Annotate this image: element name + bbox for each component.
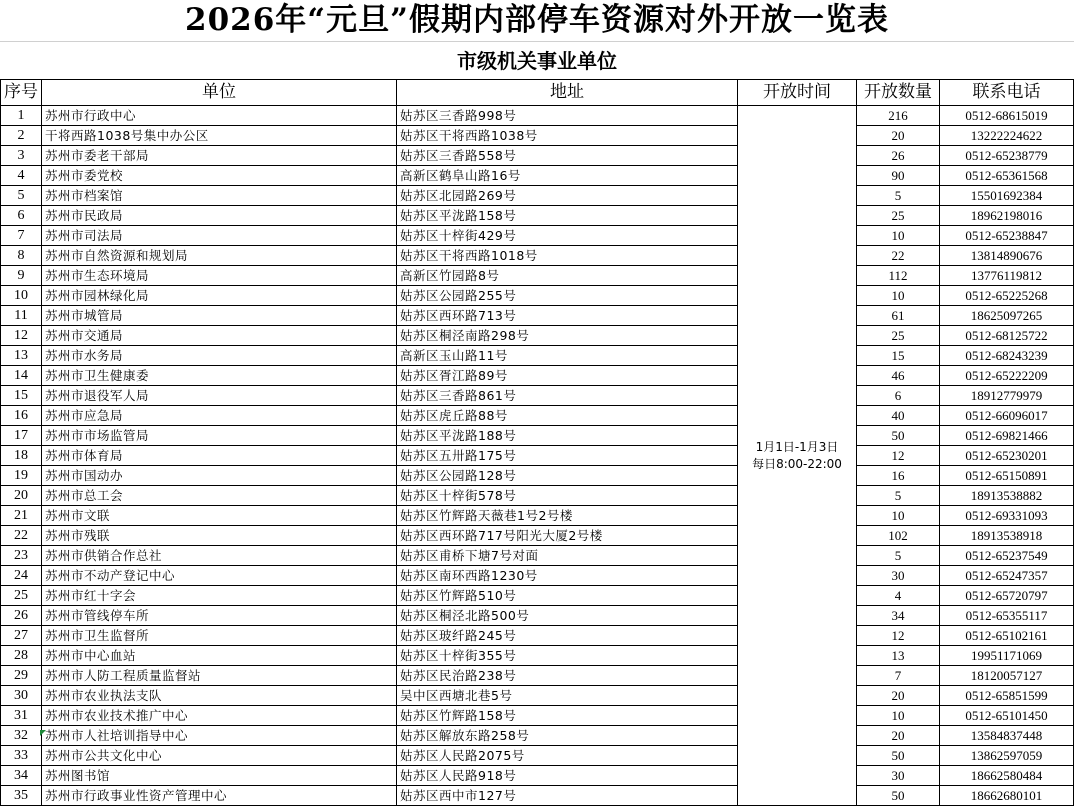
row-number: 26 <box>1 606 42 626</box>
row-unit: 苏州市中心血站 <box>42 646 397 666</box>
table-row <box>1 106 1074 126</box>
row-address: 姑苏区竹辉路510号 <box>397 586 738 606</box>
row-phone: 18625097265 <box>940 306 1074 326</box>
row-number: 22 <box>1 526 42 546</box>
row-quantity: 16 <box>857 466 940 486</box>
row-quantity: 102 <box>857 526 940 546</box>
row-unit: 苏州市城管局 <box>42 306 397 326</box>
row-unit: 苏州市卫生监督所 <box>42 626 397 646</box>
row-phone: 0512-65247357 <box>940 566 1074 586</box>
row-quantity: 25 <box>857 326 940 346</box>
row-unit: 苏州市行政中心 <box>42 106 397 126</box>
row-number: 6 <box>1 206 42 226</box>
row-number: 13 <box>1 346 42 366</box>
row-quantity: 15 <box>857 346 940 366</box>
row-quantity: 20 <box>857 126 940 146</box>
row-number: 14 <box>1 366 42 386</box>
row-quantity: 20 <box>857 686 940 706</box>
row-phone: 18913538918 <box>940 526 1074 546</box>
row-quantity: 40 <box>857 406 940 426</box>
row-address: 姑苏区玻纤路245号 <box>397 626 738 646</box>
row-quantity: 12 <box>857 626 940 646</box>
table-body <box>1 106 1074 806</box>
table-row <box>1 266 1074 286</box>
row-unit: 苏州市交通局 <box>42 326 397 346</box>
row-number: 24 <box>1 566 42 586</box>
row-phone: 0512-65720797 <box>940 586 1074 606</box>
table-row <box>1 786 1074 806</box>
row-address: 高新区鹤阜山路16号 <box>397 166 738 186</box>
table-row <box>1 146 1074 166</box>
row-unit: 苏州市总工会 <box>42 486 397 506</box>
row-unit: 干将西路1038号集中办公区 <box>42 126 397 146</box>
row-unit: 苏州市委党校 <box>42 166 397 186</box>
row-phone: 18913538882 <box>940 486 1074 506</box>
row-address: 姑苏区人民路918号 <box>397 766 738 786</box>
row-number: 25 <box>1 586 42 606</box>
row-address: 姑苏区十梓街429号 <box>397 226 738 246</box>
row-phone: 0512-69821466 <box>940 426 1074 446</box>
row-address: 高新区竹园路8号 <box>397 266 738 286</box>
table-row <box>1 766 1074 786</box>
table-row <box>1 186 1074 206</box>
row-quantity: 26 <box>857 146 940 166</box>
row-quantity: 10 <box>857 226 940 246</box>
row-number: 3 <box>1 146 42 166</box>
row-unit: 苏州市行政事业性资产管理中心 <box>42 786 397 806</box>
row-phone: 0512-65230201 <box>940 446 1074 466</box>
row-unit: 苏州市不动产登记中心 <box>42 566 397 586</box>
row-unit: 苏州市体育局 <box>42 446 397 466</box>
table-row <box>1 246 1074 266</box>
row-phone: 0512-65150891 <box>940 466 1074 486</box>
row-number: 15 <box>1 386 42 406</box>
table-row <box>1 206 1074 226</box>
row-unit: 苏州市司法局 <box>42 226 397 246</box>
row-address: 姑苏区解放东路258号 <box>397 726 738 746</box>
row-quantity: 34 <box>857 606 940 626</box>
row-quantity: 216 <box>857 106 940 126</box>
row-number: 33 <box>1 746 42 766</box>
row-number: 4 <box>1 166 42 186</box>
row-phone: 0512-65102161 <box>940 626 1074 646</box>
row-address: 姑苏区干将西路1018号 <box>397 246 738 266</box>
row-unit: 苏州市园林绿化局 <box>42 286 397 306</box>
row-number: 1 <box>1 106 42 126</box>
row-phone: 13776119812 <box>940 266 1074 286</box>
table-header-row <box>1 80 1074 106</box>
row-number: 29 <box>1 666 42 686</box>
row-phone: 15501692384 <box>940 186 1074 206</box>
row-phone: 19951171069 <box>940 646 1074 666</box>
row-unit: 苏州市自然资源和规划局 <box>42 246 397 266</box>
row-address: 高新区玉山路11号 <box>397 346 738 366</box>
row-phone: 0512-65101450 <box>940 706 1074 726</box>
row-quantity: 22 <box>857 246 940 266</box>
row-unit: 苏州市残联 <box>42 526 397 546</box>
table-row <box>1 346 1074 366</box>
row-unit: 苏州市国动办 <box>42 466 397 486</box>
row-address: 姑苏区竹辉路天薇巷1号2号楼 <box>397 506 738 526</box>
row-unit: 苏州市水务局 <box>42 346 397 366</box>
row-address: 吴中区西塘北巷5号 <box>397 686 738 706</box>
row-unit: 苏州市卫生健康委 <box>42 366 397 386</box>
row-phone: 0512-65237549 <box>940 546 1074 566</box>
row-quantity: 10 <box>857 286 940 306</box>
row-quantity: 5 <box>857 546 940 566</box>
table-row <box>1 526 1074 546</box>
table-row <box>1 406 1074 426</box>
row-phone: 0512-68125722 <box>940 326 1074 346</box>
row-phone: 13222224622 <box>940 126 1074 146</box>
table-row <box>1 386 1074 406</box>
row-quantity: 112 <box>857 266 940 286</box>
row-phone: 0512-68243239 <box>940 346 1074 366</box>
table-row <box>1 586 1074 606</box>
table-row <box>1 126 1074 146</box>
row-unit: 苏州市退役军人局 <box>42 386 397 406</box>
table-row <box>1 626 1074 646</box>
row-address: 姑苏区平泷路158号 <box>397 206 738 226</box>
row-phone: 0512-65851599 <box>940 686 1074 706</box>
row-phone: 18662580484 <box>940 766 1074 786</box>
table-row <box>1 366 1074 386</box>
open-time-cell <box>738 106 857 806</box>
row-number: 16 <box>1 406 42 426</box>
row-number: 23 <box>1 546 42 566</box>
cell-comment-marker <box>40 730 46 736</box>
row-quantity: 13 <box>857 646 940 666</box>
row-unit: 苏州市供销合作总社 <box>42 546 397 566</box>
row-number: 35 <box>1 786 42 806</box>
row-phone: 13814890676 <box>940 246 1074 266</box>
row-phone: 13862597059 <box>940 746 1074 766</box>
row-unit: 苏州市委老干部局 <box>42 146 397 166</box>
row-number: 9 <box>1 266 42 286</box>
table-row <box>1 466 1074 486</box>
row-address: 姑苏区平泷路188号 <box>397 426 738 446</box>
row-unit: 苏州市红十字会 <box>42 586 397 606</box>
row-address: 姑苏区干将西路1038号 <box>397 126 738 146</box>
row-address: 姑苏区桐泾南路298号 <box>397 326 738 346</box>
row-unit: 苏州市农业技术推广中心 <box>42 706 397 726</box>
row-address: 姑苏区竹辉路158号 <box>397 706 738 726</box>
row-address: 姑苏区西中市127号 <box>397 786 738 806</box>
row-address: 姑苏区南环西路1230号 <box>397 566 738 586</box>
row-address: 姑苏区十梓街355号 <box>397 646 738 666</box>
row-unit: 苏州市公共文化中心 <box>42 746 397 766</box>
row-number: 8 <box>1 246 42 266</box>
row-quantity: 6 <box>857 386 940 406</box>
row-address: 姑苏区虎丘路88号 <box>397 406 738 426</box>
row-address: 姑苏区三香路861号 <box>397 386 738 406</box>
row-phone: 18662680101 <box>940 786 1074 806</box>
row-number: 2 <box>1 126 42 146</box>
open-time-dates: 1月1日-1月3日 <box>755 439 839 454</box>
row-address: 姑苏区公园路128号 <box>397 466 738 486</box>
table-row <box>1 666 1074 686</box>
row-phone: 13584837448 <box>940 726 1074 746</box>
row-unit: 苏州市人防工程质量监督站 <box>42 666 397 686</box>
row-unit: 苏州市档案馆 <box>42 186 397 206</box>
row-quantity: 20 <box>857 726 940 746</box>
row-number: 10 <box>1 286 42 306</box>
row-number: 28 <box>1 646 42 666</box>
row-address: 姑苏区十梓街578号 <box>397 486 738 506</box>
row-unit: 苏州市应急局 <box>42 406 397 426</box>
row-address: 姑苏区胥江路89号 <box>397 366 738 386</box>
row-quantity: 12 <box>857 446 940 466</box>
row-number: 27 <box>1 626 42 646</box>
row-phone: 0512-65225268 <box>940 286 1074 306</box>
row-number: 19 <box>1 466 42 486</box>
row-address: 姑苏区西环路717号阳光大厦2号楼 <box>397 526 738 546</box>
table-row <box>1 506 1074 526</box>
row-phone: 0512-65222209 <box>940 366 1074 386</box>
table-row <box>1 486 1074 506</box>
row-address: 姑苏区民治路238号 <box>397 666 738 686</box>
table-row <box>1 286 1074 306</box>
row-number: 18 <box>1 446 42 466</box>
table-row <box>1 166 1074 186</box>
row-quantity: 46 <box>857 366 940 386</box>
row-phone: 0512-69331093 <box>940 506 1074 526</box>
row-number: 17 <box>1 426 42 446</box>
row-phone: 0512-65355117 <box>940 606 1074 626</box>
row-quantity: 50 <box>857 746 940 766</box>
row-unit: 苏州市管线停车所 <box>42 606 397 626</box>
table-row <box>1 426 1074 446</box>
table-row <box>1 706 1074 726</box>
row-address: 姑苏区三香路558号 <box>397 146 738 166</box>
row-address: 姑苏区公园路255号 <box>397 286 738 306</box>
row-address: 姑苏区五卅路175号 <box>397 446 738 466</box>
table-row <box>1 746 1074 766</box>
row-number: 11 <box>1 306 42 326</box>
table-row <box>1 686 1074 706</box>
row-quantity: 5 <box>857 486 940 506</box>
row-phone: 18120057127 <box>940 666 1074 686</box>
row-phone: 0512-66096017 <box>940 406 1074 426</box>
row-quantity: 25 <box>857 206 940 226</box>
table-row <box>1 566 1074 586</box>
row-address: 姑苏区人民路2075号 <box>397 746 738 766</box>
row-address: 姑苏区西环路713号 <box>397 306 738 326</box>
row-phone: 18962198016 <box>940 206 1074 226</box>
row-quantity: 30 <box>857 766 940 786</box>
row-number: 20 <box>1 486 42 506</box>
row-phone: 0512-65361568 <box>940 166 1074 186</box>
row-number: 34 <box>1 766 42 786</box>
header-time: 开放时间 <box>738 80 857 106</box>
row-unit: 苏州市文联 <box>42 506 397 526</box>
row-quantity: 7 <box>857 666 940 686</box>
row-quantity: 5 <box>857 186 940 206</box>
row-phone: 0512-65238779 <box>940 146 1074 166</box>
row-number: 7 <box>1 226 42 246</box>
row-unit: 苏州市生态环境局 <box>42 266 397 286</box>
row-unit: 苏州市人社培训指导中心 <box>42 726 397 746</box>
row-quantity: 61 <box>857 306 940 326</box>
parking-table <box>0 79 1074 806</box>
row-quantity: 30 <box>857 566 940 586</box>
table-row <box>1 326 1074 346</box>
row-number: 21 <box>1 506 42 526</box>
row-address: 姑苏区三香路998号 <box>397 106 738 126</box>
row-quantity: 90 <box>857 166 940 186</box>
row-unit: 苏州图书馆 <box>42 766 397 786</box>
row-quantity: 4 <box>857 586 940 606</box>
row-number: 32 <box>1 726 42 746</box>
section-subtitle: 市级机关事业单位 <box>0 41 1074 80</box>
row-number: 30 <box>1 686 42 706</box>
row-number: 5 <box>1 186 42 206</box>
table-row <box>1 226 1074 246</box>
row-number: 31 <box>1 706 42 726</box>
table-row <box>1 726 1074 746</box>
row-quantity: 50 <box>857 426 940 446</box>
header-qty: 开放数量 <box>857 80 940 106</box>
table-row <box>1 546 1074 566</box>
page-title: 2026年“元旦”假期内部停车资源对外开放一览表 <box>185 2 889 38</box>
header-unit: 单位 <box>42 80 397 106</box>
row-unit: 苏州市农业执法支队 <box>42 686 397 706</box>
row-phone: 0512-68615019 <box>940 106 1074 126</box>
row-address: 姑苏区甫桥下塘7号对面 <box>397 546 738 566</box>
open-time-hours: 每日8:00-22:00 <box>752 456 842 471</box>
row-address: 姑苏区桐泾北路500号 <box>397 606 738 626</box>
header-no: 序号 <box>1 80 42 106</box>
table-row <box>1 306 1074 326</box>
row-quantity: 50 <box>857 786 940 806</box>
row-unit: 苏州市民政局 <box>42 206 397 226</box>
row-number: 12 <box>1 326 42 346</box>
row-phone: 18912779979 <box>940 386 1074 406</box>
row-quantity: 10 <box>857 506 940 526</box>
row-quantity: 10 <box>857 706 940 726</box>
table-row <box>1 606 1074 626</box>
table-row <box>1 646 1074 666</box>
header-tel: 联系电话 <box>940 80 1074 106</box>
row-address: 姑苏区北园路269号 <box>397 186 738 206</box>
row-unit: 苏州市市场监管局 <box>42 426 397 446</box>
header-address: 地址 <box>397 80 738 106</box>
row-phone: 0512-65238847 <box>940 226 1074 246</box>
table-row <box>1 446 1074 466</box>
